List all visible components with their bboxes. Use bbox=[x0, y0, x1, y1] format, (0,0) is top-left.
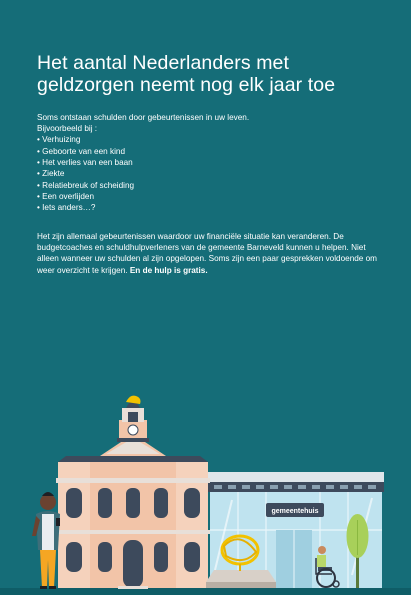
historic-town-hall bbox=[56, 396, 210, 589]
standing-person bbox=[32, 492, 60, 589]
intro-block bbox=[37, 112, 249, 213]
phone-icon bbox=[56, 518, 60, 526]
intro-line-2: Bijvoorbeeld bij : bbox=[37, 124, 98, 134]
list-item: • Geboorte van een kind bbox=[37, 146, 249, 157]
list-item: • Het verlies van een baan bbox=[37, 157, 249, 168]
list-item: • Relatiebreuk of scheiding bbox=[37, 180, 249, 191]
intro-line-1: Soms ontstaan schulden door gebeurtenissen in uw leven. bbox=[37, 113, 250, 122]
list-item: • Iets anders…? bbox=[37, 202, 249, 213]
town-hall-illustration bbox=[0, 390, 411, 595]
body-bold-text: En de hulp is gratis. bbox=[129, 265, 208, 275]
body-text: Het zijn allemaal gebeurtenissen waardoor uw financiële situatie kan veranderen. De budgetcoaches en schuldhulpverleners van de gemeente Barneveld kunnen u helpen. Niet alleen wanneer uw schulden al zijn opgelopen. Soms zijn een paar gesprekken voldoende om weer overzicht te krijgen. bbox=[37, 232, 378, 275]
clock-icon bbox=[128, 425, 138, 435]
sign-label: gemeentehuis bbox=[271, 508, 319, 515]
door bbox=[123, 540, 143, 588]
page-title: Het aantal Nederlanders met geldzorgen neemt nog elk jaar toe bbox=[37, 52, 336, 96]
body-paragraph bbox=[37, 231, 382, 276]
list-item: • Verhuizing bbox=[37, 134, 249, 145]
ground bbox=[0, 588, 411, 595]
rooster-icon bbox=[126, 396, 141, 404]
reasons-list bbox=[37, 134, 249, 213]
list-item: • Ziekte bbox=[37, 168, 249, 179]
list-item: • Een overlijden bbox=[37, 191, 249, 202]
